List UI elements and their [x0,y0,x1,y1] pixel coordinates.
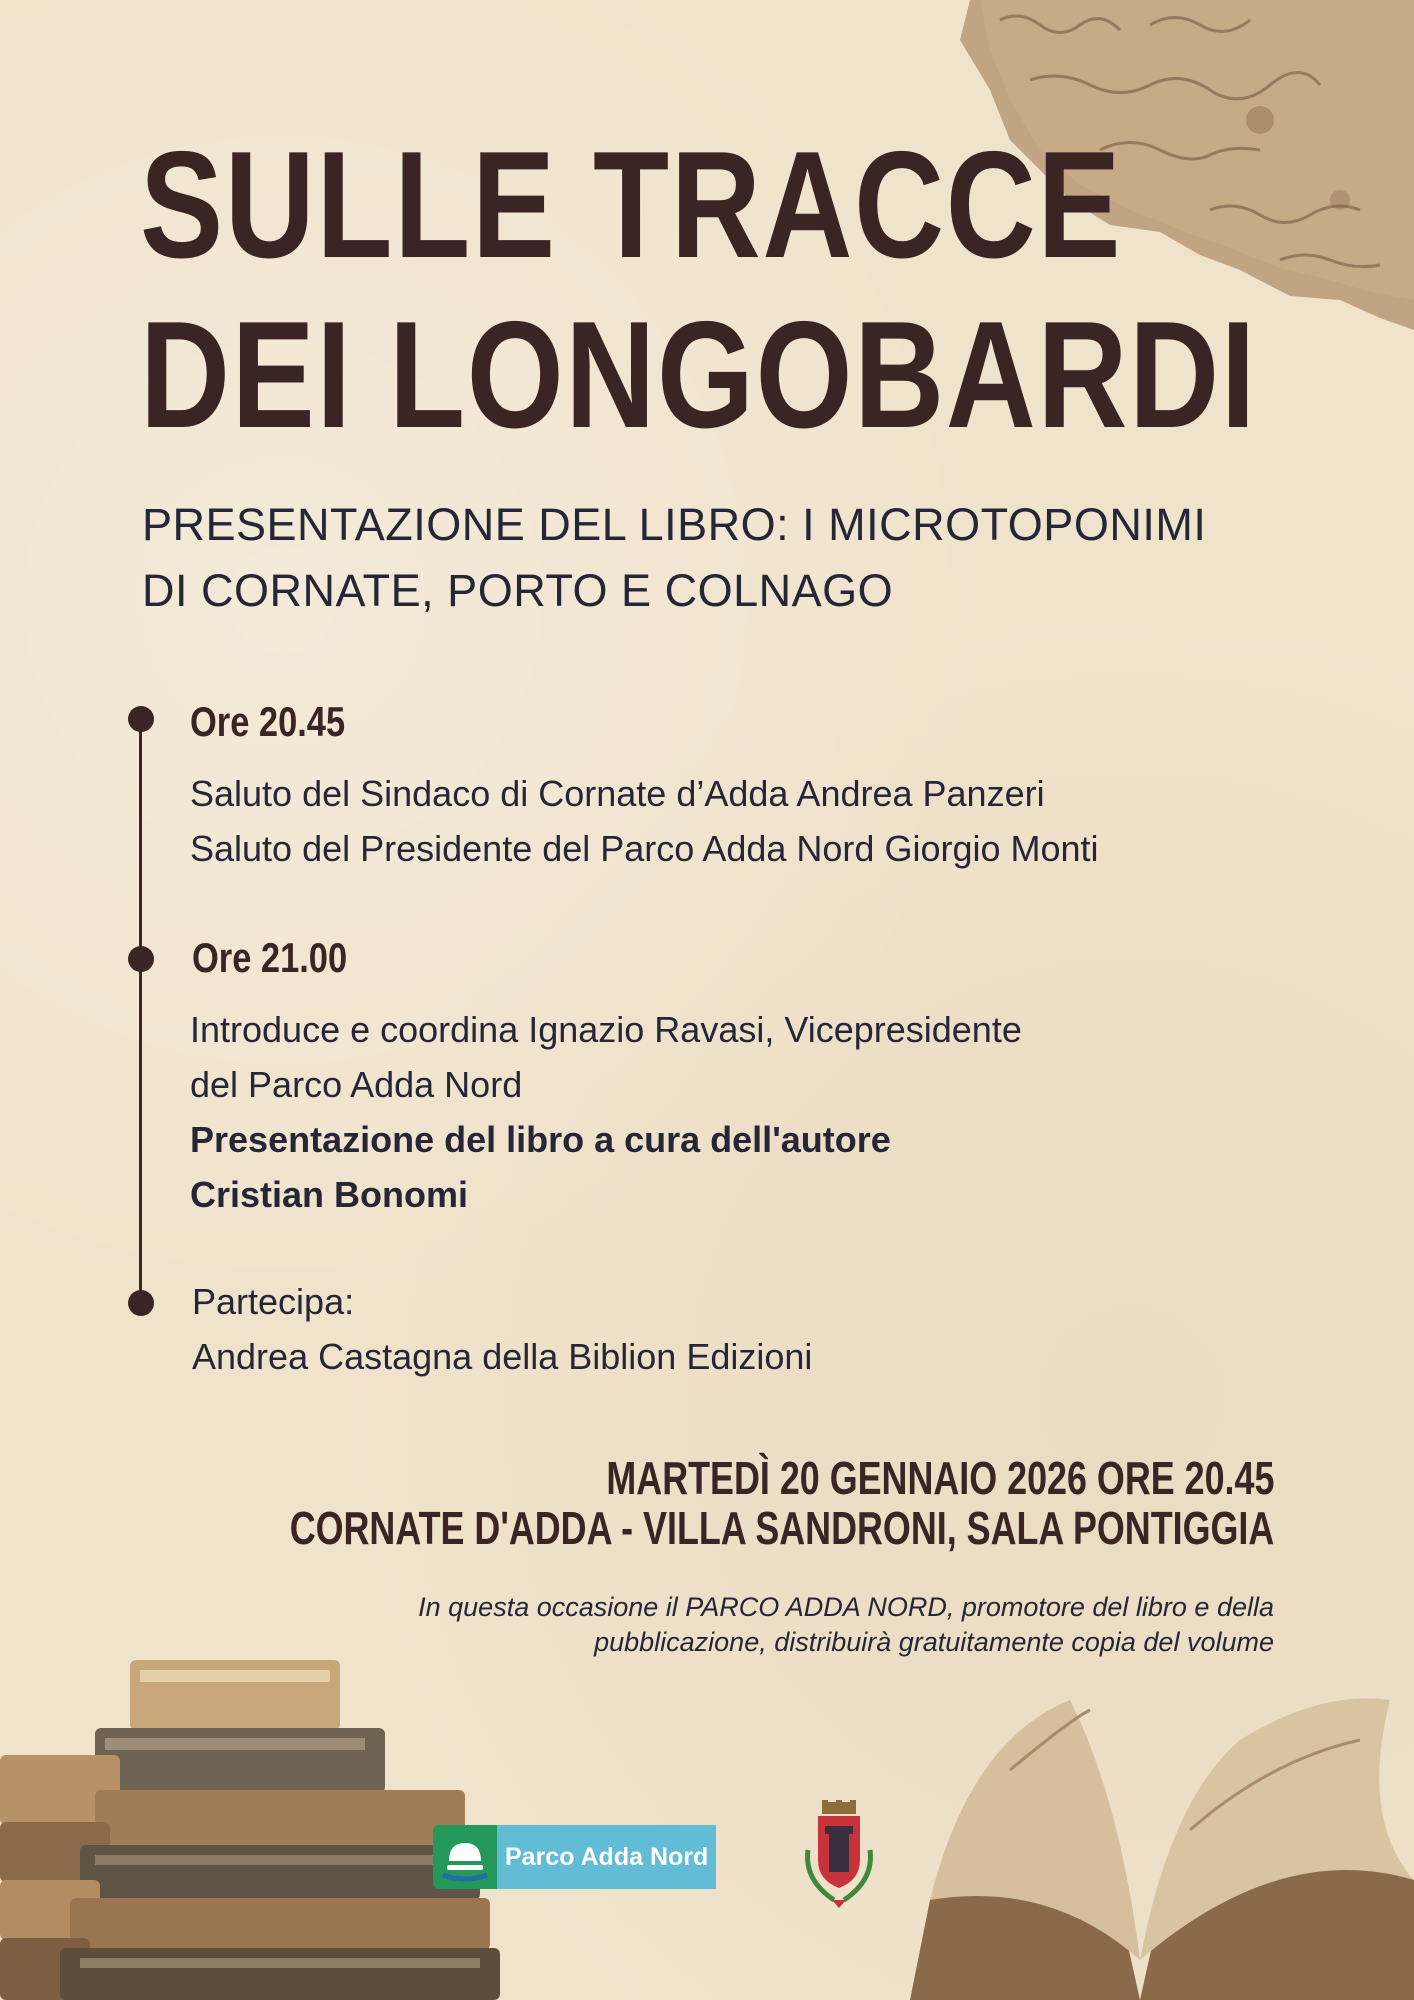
open-book-icon [890,1680,1414,2000]
program-line: Partecipa: [192,1281,355,1322]
note-line-1: In questa occasione il PARCO ADDA NORD, promotore del libro e della [418,1592,1274,1622]
program-line: Saluto del Presidente del Parco Adda Nord Giorgio Monti [190,828,1099,869]
program-item-3 [192,1274,812,1384]
book-stack-icon [0,1640,560,2000]
timeline-dot-2 [128,946,154,972]
subtitle-line-1: PRESENTAZIONE DEL LIBRO: I MICROTOPONIMI [142,499,1207,550]
program-line: Saluto del Sindaco di Cornate d’Adda Andrea Panzeri [190,773,1045,814]
parco-adda-nord-logo [433,1825,716,1889]
timeline-dot-3 [128,1290,154,1316]
timeline-line [139,718,142,1303]
program-line: Introduce e coordina Ignazio Ravasi, Vicepresidente [190,1009,1022,1050]
program-line-bold: Presentazione del libro a cura dell'autore [190,1119,891,1160]
subtitle-line-2: DI CORNATE, PORTO E COLNAGO [142,565,894,616]
program-line: Andrea Castagna della Biblion Edizioni [192,1336,813,1377]
program-line-bold: Cristian Bonomi [190,1174,469,1215]
title-line-2: DEI LONGOBARDI [140,290,1258,460]
park-leaf-icon [433,1825,497,1889]
page-title [140,120,1257,460]
time-label-2: Ore 21.00 [192,934,348,981]
event-place: CORNATE D'ADDA - VILLA SANDRONI, SALA PONTIGGIA [289,1502,1274,1554]
program-item-1 [190,766,1099,876]
parco-logo-text: Parco Adda Nord [497,1825,716,1889]
municipal-crest-icon [794,1800,884,1912]
title-line-1: SULLE TRACCE [140,120,1123,290]
event-date: MARTEDÌ 20 GENNAIO 2026 ORE 20.45 [605,1452,1274,1504]
program-item-2 [190,1002,1022,1222]
note-line-2: pubblicazione, distribuirà gratuitamente copia del volume [594,1627,1274,1657]
time-label-1: Ore 20.45 [190,698,346,745]
program-line: del Parco Adda Nord [190,1064,523,1105]
subtitle [142,492,1322,624]
timeline-dot-1 [128,706,154,732]
